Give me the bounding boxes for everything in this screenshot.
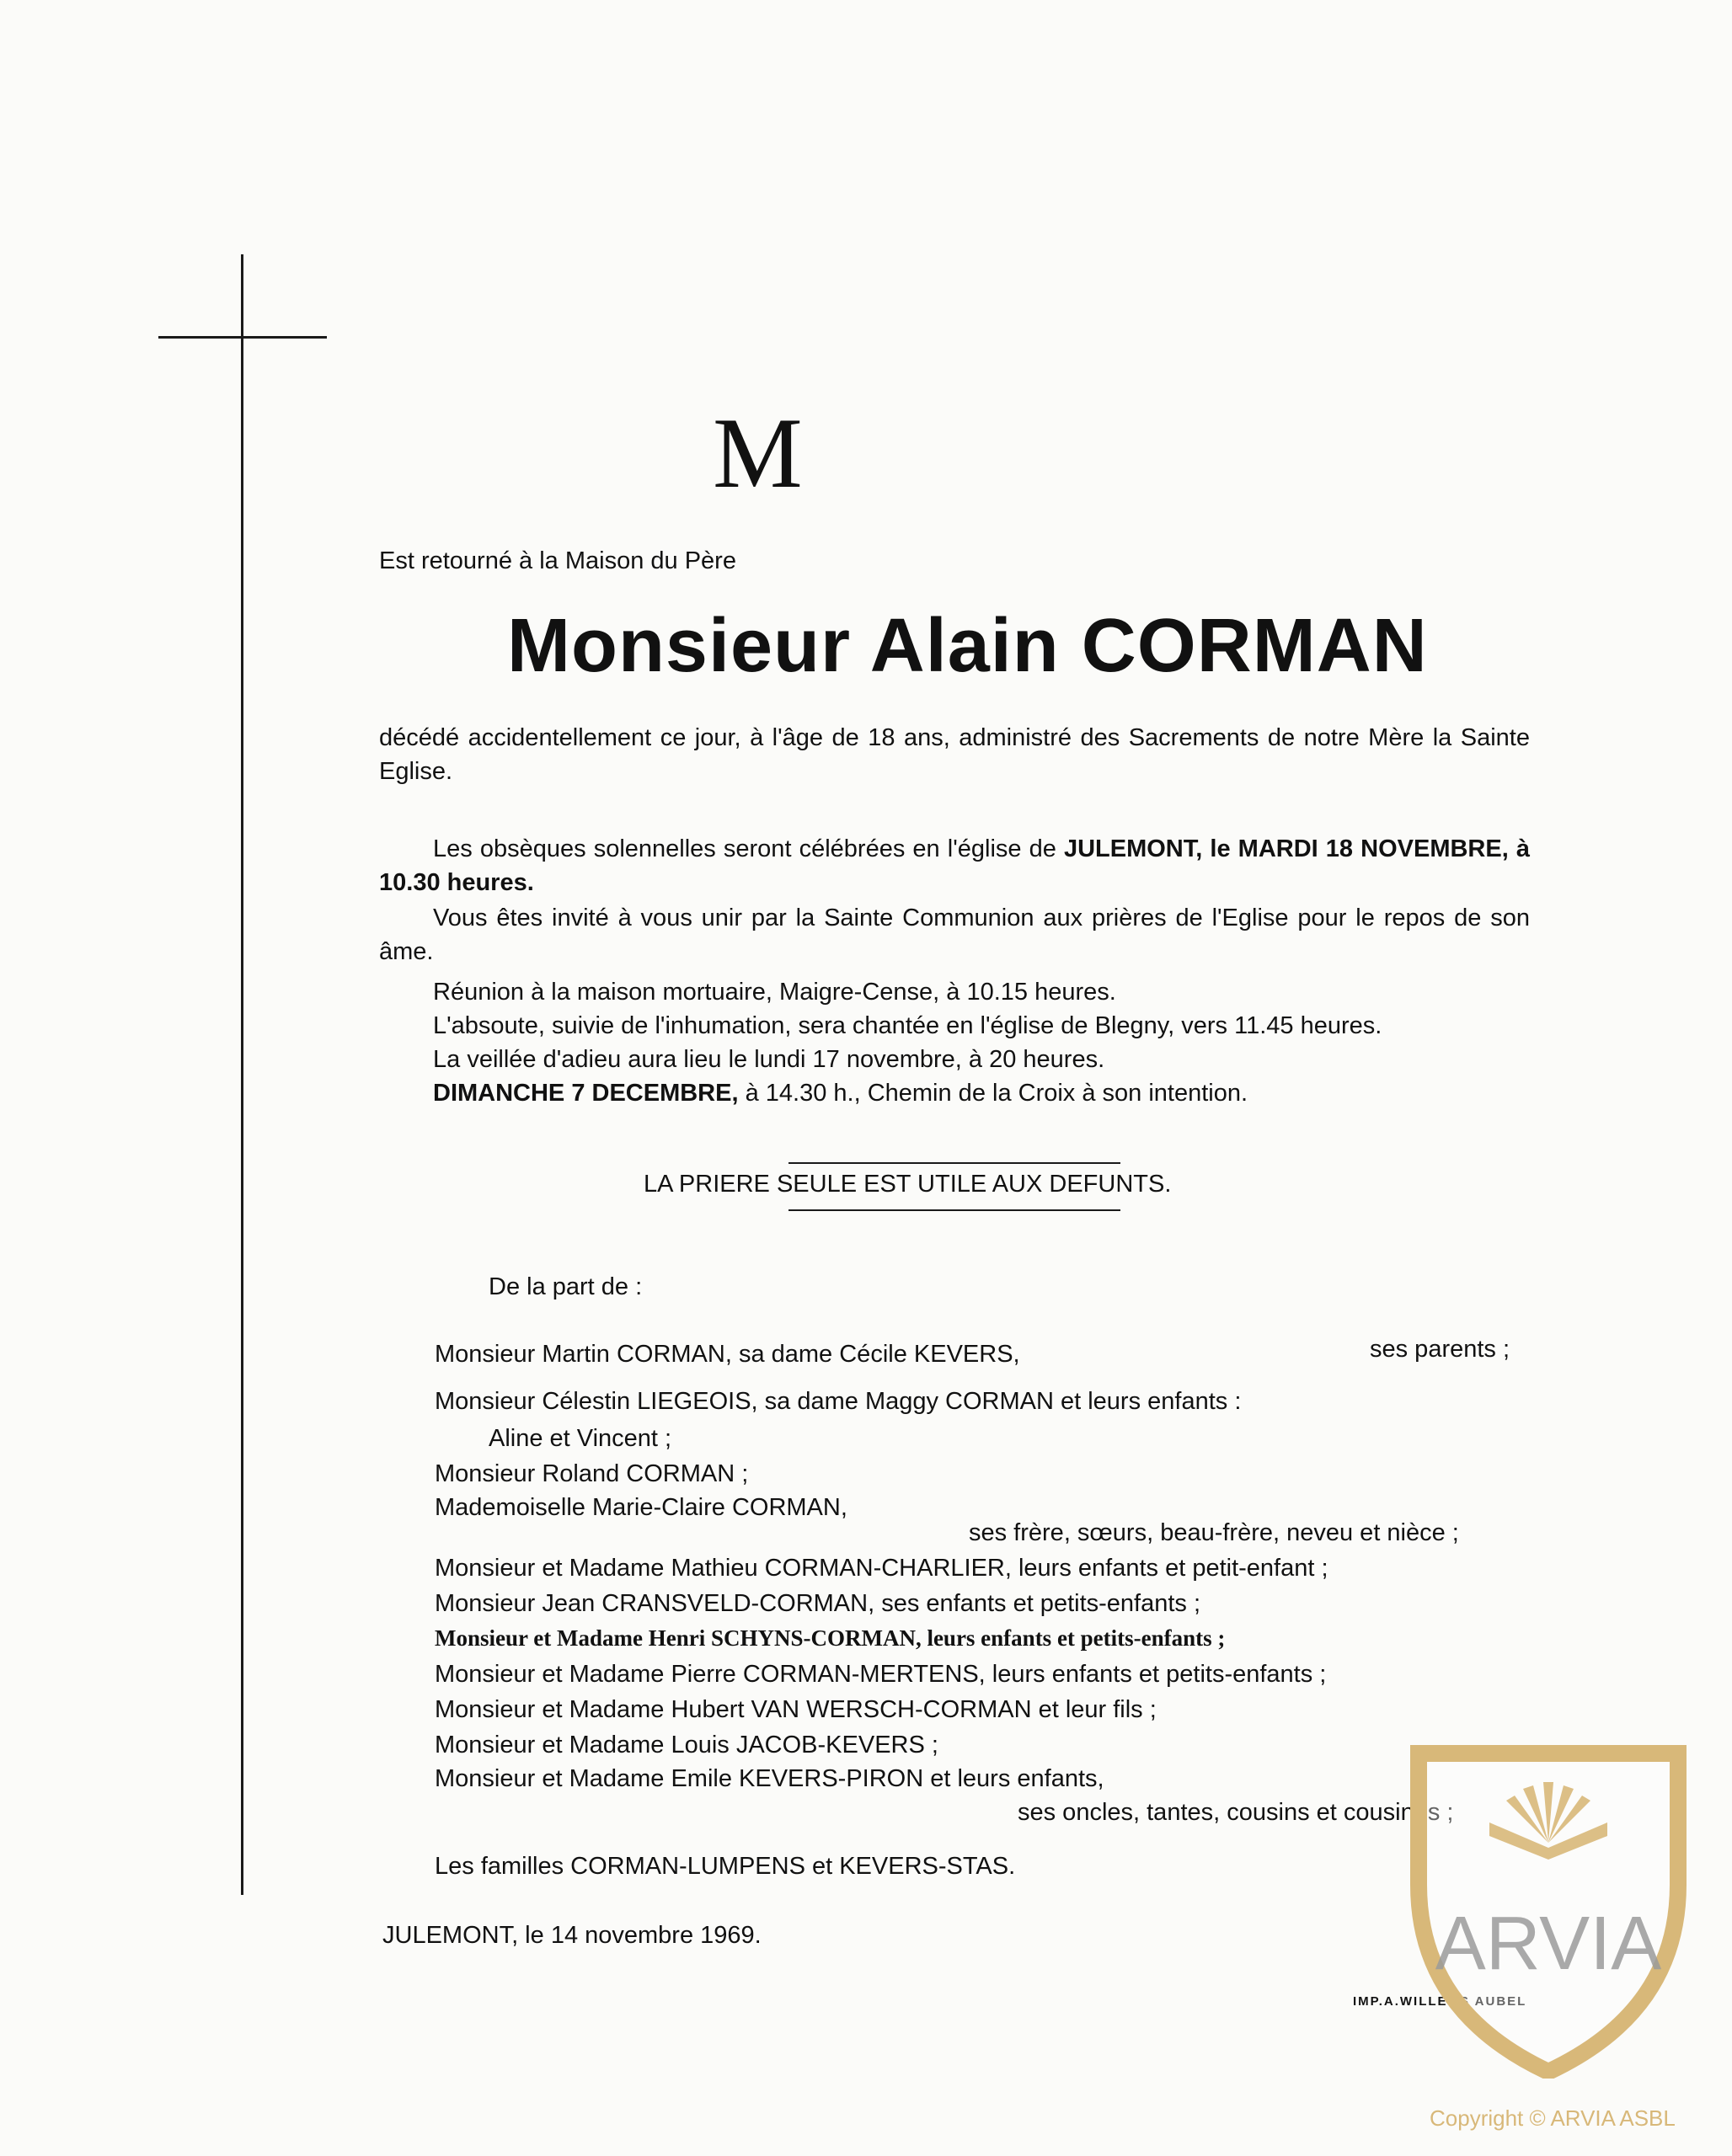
family-pierre: Monsieur et Madame Pierre CORMAN-MERTENS, leurs enfants et petits-enfants ; <box>435 1661 1327 1688</box>
copyright-notice: Copyright © ARVIA ASBL <box>1430 2105 1676 2131</box>
family-louis: Monsieur et Madame Louis JACOB-KEVERS ; <box>435 1732 938 1758</box>
printer-mark: IMP.A.WILLEMS AUBEL <box>1353 1994 1527 2009</box>
family-hubert: Monsieur et Madame Hubert VAN WERSCH-CORMAN et leur fils ; <box>435 1696 1157 1723</box>
chemin-text: à 14.30 h., Chemin de la Croix à son intention. <box>738 1080 1248 1107</box>
family-henri: Monsieur et Madame Henri SCHYNS-CORMAN, leurs enfants et petits-enfants ; <box>435 1625 1226 1651</box>
date-line: JULEMONT, le 14 novembre 1969. <box>382 1922 762 1949</box>
family-parents: Monsieur Martin CORMAN, sa dame Cécile KEVERS, <box>435 1341 1020 1368</box>
family-liegeois: Monsieur Célestin LIEGEOIS, sa dame Maggy CORMAN et leurs enfants : <box>435 1388 1242 1415</box>
veillee-line: La veillée d'adieu aura lieu le lundi 17 novembre, à 20 heures. <box>433 1046 1105 1073</box>
family-mathieu: Monsieur et Madame Mathieu CORMAN-CHARLIER, leurs enfants et petit-enfant ; <box>435 1555 1328 1582</box>
reunion-line: Réunion à la maison mortuaire, Maigre-Cense, à 10.15 heures. <box>433 979 1116 1006</box>
family-uncles-role: ses oncles, tantes, cousins et cousines ; <box>1018 1799 1454 1826</box>
priere-line: LA PRIERE SEULE EST UTILE AUX DEFUNTS. <box>644 1171 1172 1198</box>
arvia-shield-icon <box>1405 1742 1692 2079</box>
family-siblings-role: ses frère, sœurs, beau-frère, neveu et nièce ; <box>969 1519 1459 1546</box>
chemin-line <box>433 1081 1248 1106</box>
priere-rule-bottom <box>788 1209 1120 1211</box>
family-jean: Monsieur Jean CRANSVELD-CORMAN, ses enfants et petits-enfants ; <box>435 1590 1201 1617</box>
funeral-paragraph <box>379 832 1530 899</box>
family-parents-role: ses parents ; <box>1370 1336 1510 1363</box>
initial-letter: M <box>713 397 803 509</box>
funeral-text: Les obsèques solennelles seront célébrées en l'église de <box>433 835 1064 862</box>
arvia-logo-text: ARVIA <box>1435 1902 1662 1986</box>
de-la-part-heading: De la part de : <box>489 1273 643 1300</box>
absoute-line: L'absoute, suivie de l'inhumation, sera chantée en l'église de Blegny, vers 11.45 heures. <box>433 1012 1382 1039</box>
deceased-name: Monsieur Alain CORMAN <box>507 604 1428 688</box>
death-paragraph: décédé accidentellement ce jour, à l'âge de 18 ans, administré des Sacrements de notre Mère la Sainte Eglise. <box>379 724 1530 785</box>
family-emile: Monsieur et Madame Emile KEVERS-PIRON et leurs enfants, <box>435 1765 1104 1792</box>
family-roland: Monsieur Roland CORMAN ; <box>435 1460 749 1487</box>
chemin-date: DIMANCHE 7 DECEMBRE, <box>433 1080 739 1107</box>
family-marie-claire: Mademoiselle Marie-Claire CORMAN, <box>435 1494 847 1521</box>
intro-text: Est retourné à la Maison du Père <box>379 547 736 574</box>
communion-paragraph: Vous êtes invité à vous unir par la Sainte Communion aux prières de l'Eglise pour le repos de son âme. <box>379 905 1530 965</box>
cross-vertical-bar <box>241 254 243 1895</box>
funeral-date: JULEMONT, le MARDI 18 NOVEMBRE, à 10.30 heures. <box>379 835 1530 896</box>
family-familles: Les familles CORMAN-LUMPENS et KEVERS-STAS. <box>435 1853 1016 1880</box>
cross-horizontal-bar <box>158 336 327 339</box>
priere-rule-top <box>788 1162 1120 1164</box>
family-children: Aline et Vincent ; <box>489 1425 672 1452</box>
